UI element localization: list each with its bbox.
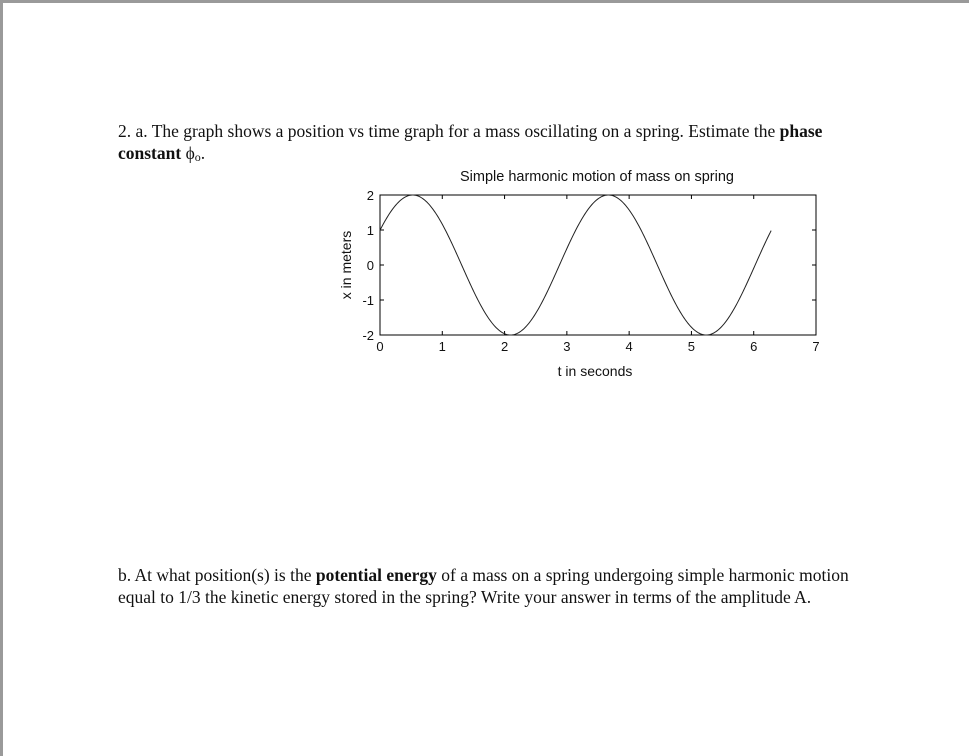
y-axis-label: x in meters [338, 230, 354, 300]
y-ticks [362, 188, 816, 343]
y-tick-label: 2 [366, 188, 374, 203]
x-tick-label: 6 [750, 339, 758, 354]
x-ticks [376, 195, 819, 354]
x-tick-label: 1 [438, 339, 446, 354]
phase-subscript: o [194, 150, 201, 164]
question-b-text-1: b. At what position(s) is the [118, 565, 312, 585]
question-b-bold-term: potential energy [315, 565, 437, 585]
question-a-end: . [200, 143, 206, 163]
x-tick-label: 4 [625, 339, 633, 354]
x-tick-label: 7 [812, 339, 820, 354]
phase-symbol: ϕ [185, 143, 195, 163]
y-tick-label: 1 [366, 223, 374, 238]
x-tick-label: 2 [500, 339, 509, 354]
series-line-position [380, 195, 771, 335]
window-top-border [0, 0, 969, 3]
question-a-bold-term: phase constant [118, 121, 823, 163]
x-axis-label: t in seconds [557, 363, 633, 379]
x-tick-label: 3 [563, 339, 571, 354]
x-tick-label: 0 [376, 339, 384, 354]
shm-chart [330, 160, 830, 390]
plot-area [380, 195, 816, 335]
question-b [118, 564, 878, 608]
question-a-text: 2. a. The graph shows a position vs time graph for a mass oscillating on a spring. Estimate the [118, 121, 776, 141]
y-tick-label: -2 [362, 328, 374, 343]
y-tick-label: -1 [362, 293, 374, 308]
x-tick-label: 5 [687, 339, 696, 354]
window-left-border [0, 0, 3, 756]
chart-title: Simple harmonic motion of mass on spring [459, 169, 735, 185]
y-tick-label: 0 [366, 258, 374, 273]
question-b-text-2: of a mass on a spring undergoing simple harmonic motion equal to 1/3 the kinetic energy stored in the spring? Write your answer in terms of the amplitude A. [118, 565, 849, 607]
